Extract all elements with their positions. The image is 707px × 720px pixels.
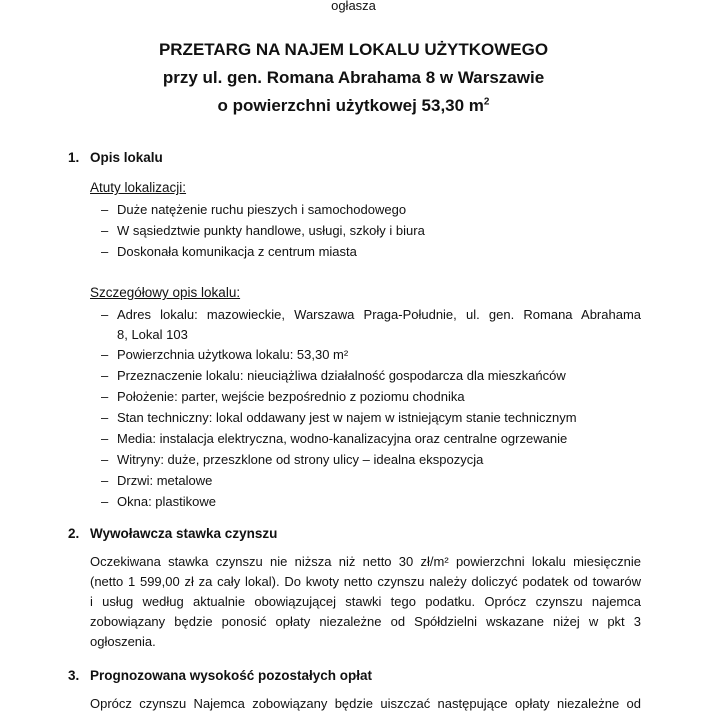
section-1-heading: 1. Opis lokalu — [68, 150, 163, 165]
title-line-1: PRZETARG NA NAJEM LOKALU UŻYTKOWEGO — [158, 40, 549, 59]
list-item: – Powierzchnia użytkowa lokalu: 53,30 m² — [101, 347, 349, 362]
list-item: – Media: instalacja elektryczna, wodno-kanalizacyjna oraz centralne ogrzewanie — [101, 431, 568, 446]
announce-word: ogłasza — [331, 0, 376, 13]
list-item: – Drzwi: metalowe — [101, 473, 213, 488]
paragraph-line: zobowiązany będzie ponosić opłaty niezależne od Spółdzielni wskazane niżej w pkt 3 — [90, 614, 641, 629]
list-item: – Doskonała komunikacja z centrum miasta — [101, 244, 357, 259]
paragraph-line: Oprócz czynszu Najemca zobowiązany będzie uiszczać następujące opłaty niezależne od — [90, 696, 641, 711]
paragraph-line: (netto 1 599,00 zł za cały lokal). Do kwoty netto czynszu należy doliczyć podatek od towarów — [90, 574, 641, 589]
list-item: – Położenie: parter, wejście bezpośrednio z poziomu chodnika — [101, 389, 465, 404]
paragraph-line: ogłoszenia. — [90, 634, 156, 649]
atuty-heading: Atuty lokalizacji: — [90, 180, 187, 195]
section-3-paragraph — [90, 694, 641, 714]
opis-heading: Szczegółowy opis lokalu: — [90, 285, 241, 300]
list-item: – W sąsiedztwie punkty handlowe, usługi, szkoły i biura — [101, 223, 425, 238]
section-2-heading: 2. Wywoławcza stawka czynszu — [68, 526, 278, 541]
section-3-heading: 3. Prognozowana wysokość pozostałych opłat — [68, 668, 373, 683]
list-item: – Okna: plastikowe — [101, 494, 216, 509]
title-line-3: o powierzchni użytkowej 53,30 $m^2$ — [217, 96, 490, 115]
list-item: – Adres lokalu: mazowieckie, Warszawa Praga-Południe, ul. gen. Romana Abrahama — [101, 307, 641, 322]
list-item: – Duże natężenie ruchu pieszych i samochodowego — [101, 202, 407, 217]
list-item-continuation: 8, Lokal 103 — [117, 327, 188, 342]
list-item: – Przeznaczenie lokalu: nieuciążliwa działalność gospodarcza dla mieszkańców — [101, 368, 566, 383]
title-line-2: przy ul. gen. Romana Abrahama 8 w Warszawie — [162, 68, 545, 87]
paragraph-line: i usług według aktualnie obowiązującej stawki tego podatku. Oprócz czynszu najemca — [90, 594, 641, 609]
list-item: – Stan techniczny: lokal oddawany jest w najem w istniejącym stanie technicznym — [101, 410, 577, 425]
list-item: – Witryny: duże, przeszklone od strony ulicy – idealna ekspozycja — [101, 452, 484, 467]
section-2-paragraph — [90, 552, 641, 652]
paragraph-line: Oczekiwana stawka czynszu nie niższa niż netto 30 zł/m² powierzchni lokalu miesięcznie — [90, 554, 641, 569]
